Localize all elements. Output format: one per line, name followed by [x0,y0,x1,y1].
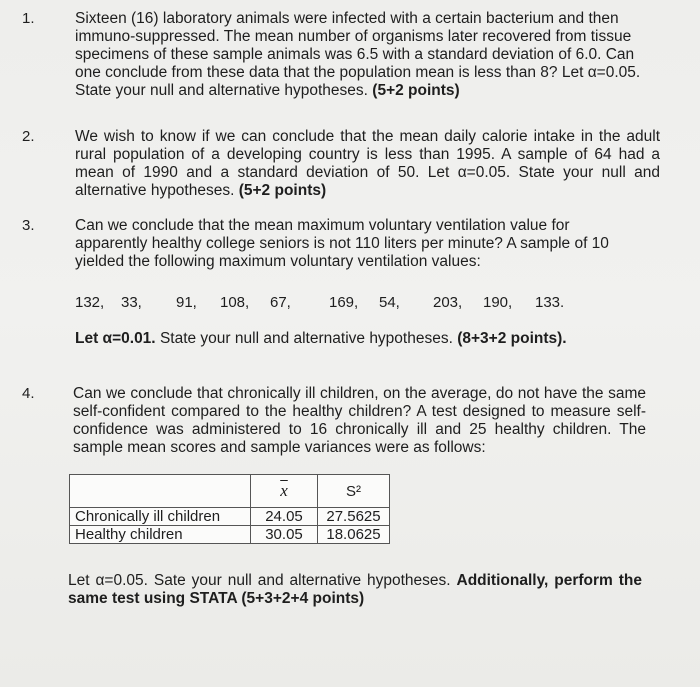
value: 67, [270,294,291,311]
value: 33, [121,294,142,311]
points: (5+2 points) [372,82,460,99]
mean-header: $\overline{x}$ [251,475,318,508]
question-number: 4. [22,385,35,402]
value: 91, [176,294,197,311]
question-text: Can we conclude that chronically ill children, on the average, do not have the same self-confident compared to the healthy children? A test designed to measure self-confidence was administered to 16 chronically ill and 25 healthy children. The sample mean scores and sample variances were as follows: [73,385,646,456]
question-number: 3. [22,217,35,234]
mean-value: 30.05 [251,526,318,544]
alpha: Let α=0.01. [75,330,156,347]
value: 190, [483,294,513,311]
question-number: 1. [22,10,35,27]
statistics-table [69,474,390,544]
points: (8+3+2 points). [457,330,567,347]
group-label: Chronically ill children [70,508,251,526]
variance-value: 27.5625 [318,508,390,526]
question-text: Sixteen (16) laboratory animals were infected with a certain bacterium and then immuno-suppressed. The mean number of organisms later recovered from tissue specimens of these sample animals was 6.5 with a standard deviation of 6.0. Can one conclude from these data that the population mean is less than 8? Let α=0.05. State your null and alternative hypotheses. (5+2 points) [75,10,641,99]
value: 203, [433,294,463,311]
table-header-row [70,475,390,508]
value: 169, [329,294,359,311]
mean-value: 24.05 [251,508,318,526]
variance-header: S² [318,475,390,508]
table-row [70,508,390,526]
value: 54, [379,294,400,311]
variance-value: 18.0625 [318,526,390,544]
question-text: We wish to know if we can conclude that the mean daily calorie intake in the adult rural population of a developing country is less than 1995. A sample of 64 had a mean of 1990 and a standard deviation of 50. Let α=0.05. State your null and alternative hypotheses. (5+2 points) [75,128,660,199]
group-label: Healthy children [70,526,251,544]
question-number: 2. [22,128,35,145]
value: 132, [75,294,105,311]
points: (5+2 points) [238,182,327,199]
value: 108, [220,294,250,311]
stata-instruction: Additionally, perform the same test using STATA (5+3+2+4 points) [68,572,642,607]
question-text: Can we conclude that the mean maximum voluntary ventilation value for apparently healthy college seniors is not 110 liters per minute? A sample of 10 yielded the following maximum voluntary ventilation values: [75,217,609,270]
table-row [70,526,390,544]
value: 133. [535,294,565,311]
